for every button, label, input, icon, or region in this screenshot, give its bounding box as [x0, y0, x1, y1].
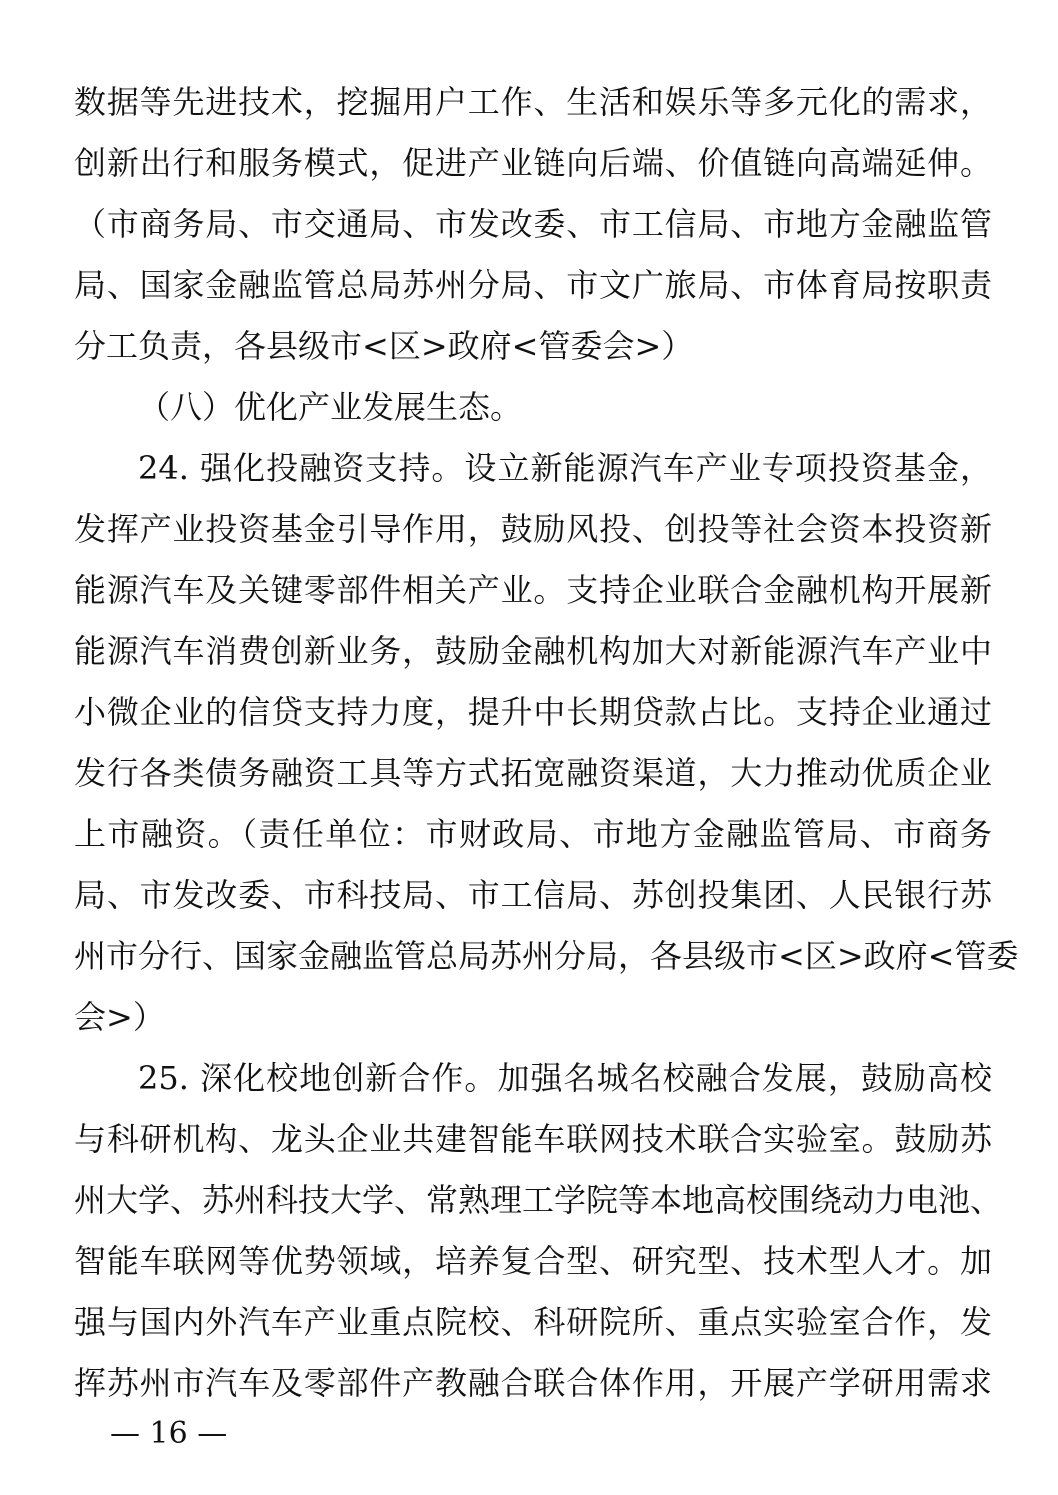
text-line: 能源汽车及关键零部件相关产业。支持企业联合金融机构开展新 [74, 571, 992, 609]
text-line: 会>） [74, 998, 165, 1036]
text-line: 局、国家金融监管总局苏州分局、市文广旅局、市体育局按职责 [74, 266, 992, 304]
text-line: 局、市发改委、市科技局、市工信局、苏创投集团、人民银行苏 [74, 876, 992, 914]
text-line: 州市分行、国家金融监管总局苏州分局，各县级市<区>政府<管委 [74, 937, 1019, 975]
text-line: 数据等先进技术，挖掘用户工作、生活和娱乐等多元化的需求， [74, 83, 992, 121]
text-line: 州大学、苏州科技大学、常熟理工学院等本地高校围绕动力电池、 [74, 1181, 1003, 1219]
text-line: 能源汽车消费创新业务，鼓励金融机构加大对新能源汽车产业中 [74, 632, 992, 670]
text-line: （市商务局、市交通局、市发改委、市工信局、市地方金融监管 [74, 205, 992, 243]
text-line: 发挥产业投资基金引导作用，鼓励风投、创投等社会资本投资新 [74, 510, 992, 548]
text-line: 挥苏州市汽车及零部件产教融合联合体作用，开展产学研用需求 [74, 1364, 992, 1402]
text-line: 强与国内外汽车产业重点院校、科研院所、重点实验室合作，发 [74, 1303, 992, 1341]
text-line: 发行各类债务融资工具等方式拓宽融资渠道，大力推动优质企业 [74, 754, 992, 792]
text-line: 智能车联网等优势领域，培养复合型、研究型、技术型人才。加 [74, 1242, 992, 1280]
text-line: 分工负责，各县级市<区>政府<管委会>） [74, 327, 694, 365]
paragraph-25-start: 25. 深化校地创新合作。加强名城名校融合发展，鼓励高校 [138, 1059, 992, 1097]
text-line: 创新出行和服务模式，促进产业链向后端、价值链向高端延伸。 [74, 144, 992, 182]
text-line: 小微企业的信贷支持力度，提升中长期贷款占比。支持企业通过 [74, 693, 992, 731]
page-number: — 16 — [110, 1416, 228, 1451]
paragraph-24-start: 24. 强化投融资支持。设立新能源汽车产业专项投资基金， [138, 449, 992, 487]
text-line: 与科研机构、龙头企业共建智能车联网技术联合实验室。鼓励苏 [74, 1120, 992, 1158]
section-heading: （八）优化产业发展生态。 [138, 388, 523, 426]
text-line: 上市融资。（责任单位：市财政局、市地方金融监管局、市商务 [74, 815, 992, 853]
